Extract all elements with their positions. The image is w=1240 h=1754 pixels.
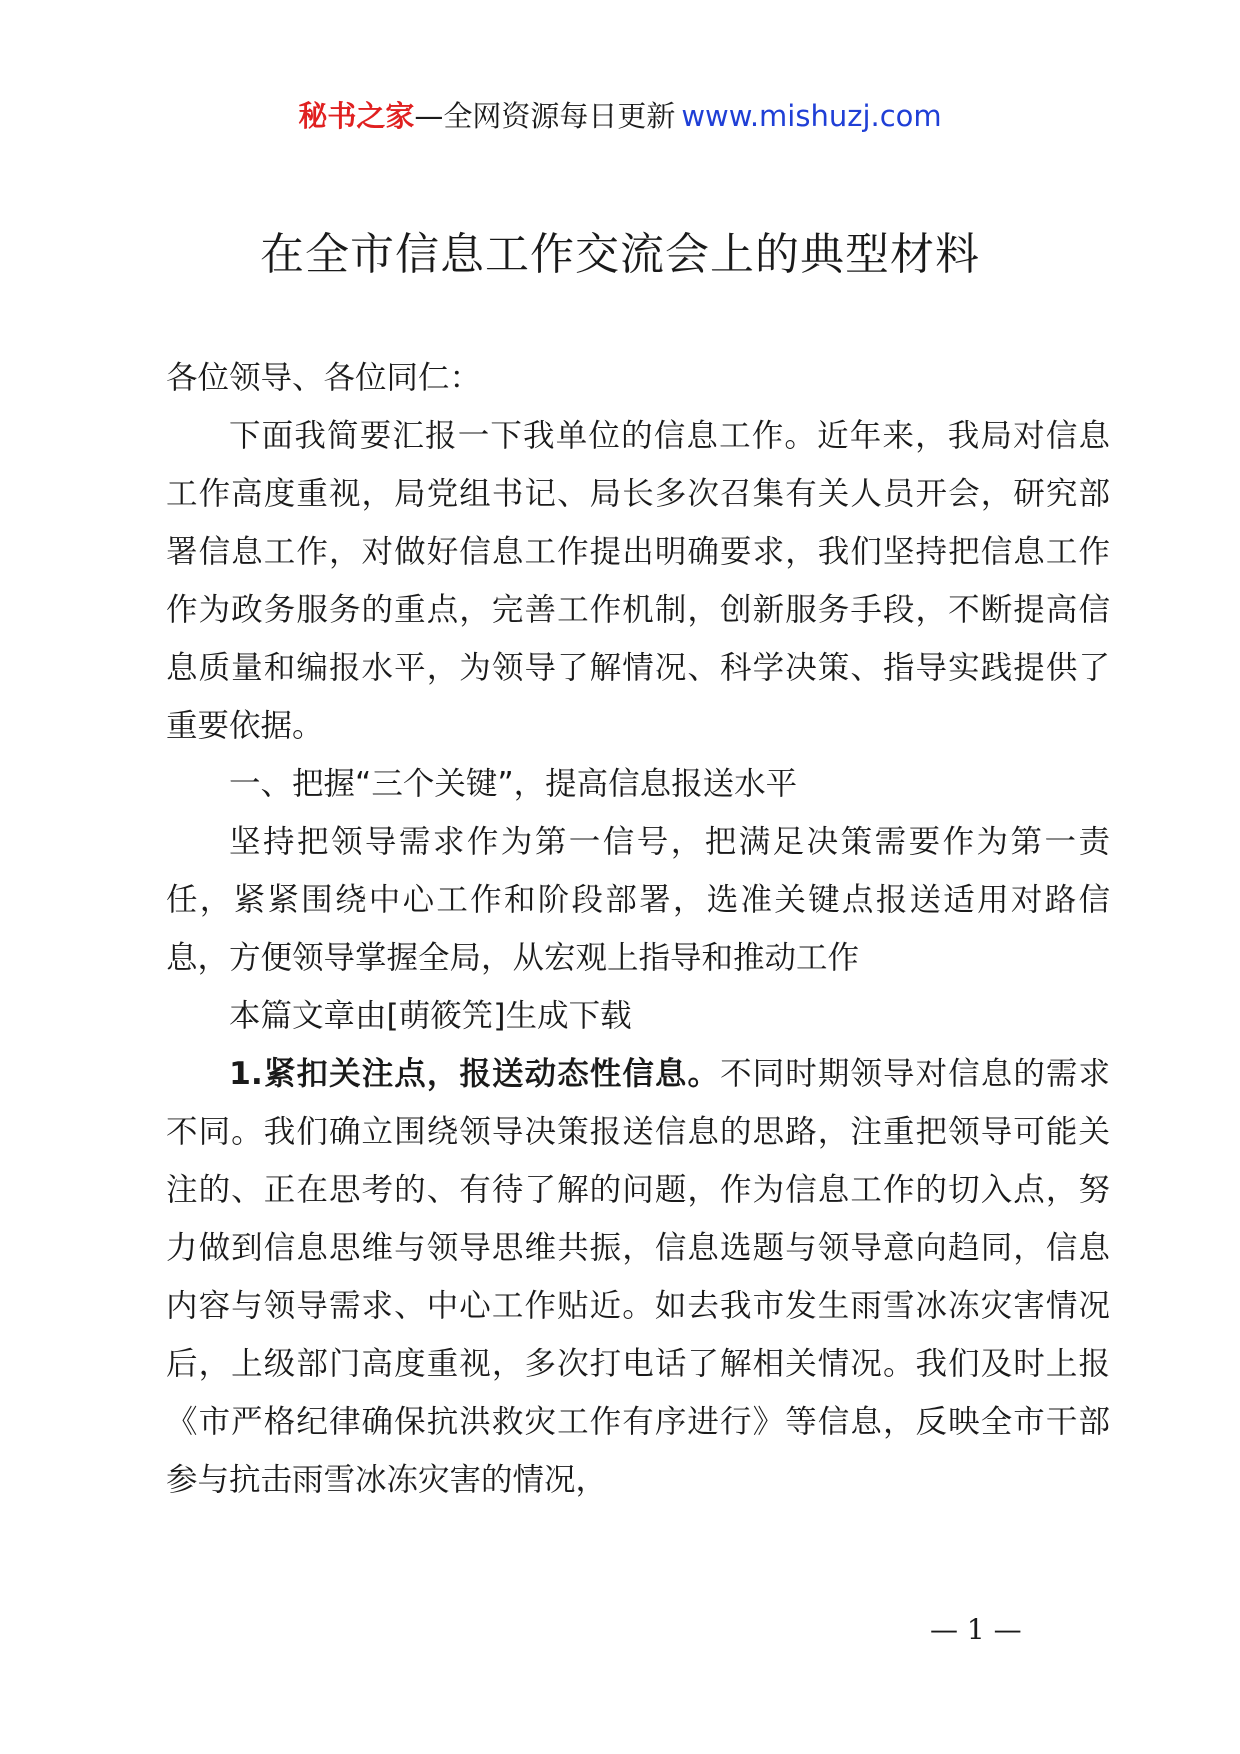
site-banner (0, 96, 1240, 136)
section-heading: 一、把握“三个关键”，提高信息报送水平 (229, 766, 798, 802)
point-text: 不同时期领导对信息的需求不同。我们确立围绕领导决策报送信息的思路，注重把领导可能关注的、正在思考的、有待了解的问题，作为信息工作的切入点，努力做到信息思维与领导思维共振，信息选题与领导意向趋同，信息内容与领导需求、中心工作贴近。如去我市发生雨雪冰冻灾害情况后，上级部门高度重视，多次打电话了解相关情况。我们及时上报《市严格纪律确保抗洪救灾工作有序进行》等信息，反映全市干部参与抗击雨雪冰冻灾害的情况， (166, 1056, 1110, 1498)
page-number: — 1 — (930, 1613, 1022, 1646)
site-url-link[interactable]: www.mishuzj.com (681, 99, 942, 133)
generated-note: 本篇文章由[萌筱笐]生成下载 (229, 998, 632, 1034)
intro-paragraph: 下面我简要汇报一下我单位的信息工作。近年来，我局对信息工作高度重视，局党组书记、局长多次召集有关人员开会，研究部署信息工作，对做好信息工作提出明确要求，我们坚持把信息工作作为政务服务的重点，完善工作机制，创新服务手段，不断提高信息质量和编报水平，为领导了解情况、科学决策、指导实践提供了重要依据。 (166, 418, 1110, 744)
salutation: 各位领导、各位同仁： (166, 360, 482, 396)
document-body (166, 349, 1110, 1509)
brand-name: 秘书之家 (298, 99, 415, 133)
document-title: 在全市信息工作交流会上的典型材料 (260, 229, 980, 280)
banner-tagline: —全网资源每日更新 (414, 99, 676, 133)
point-lead: 1.紧扣关注点，报送动态性信息。 (229, 1056, 721, 1092)
section-paragraph: 坚持把领导需求作为第一信号，把满足决策需要作为第一责任，紧紧围绕中心工作和阶段部署，选准关键点报送适用对路信息，方便领导掌握全局，从宏观上指导和推动工作 (166, 824, 1110, 976)
point-paragraph (166, 1045, 1110, 1509)
